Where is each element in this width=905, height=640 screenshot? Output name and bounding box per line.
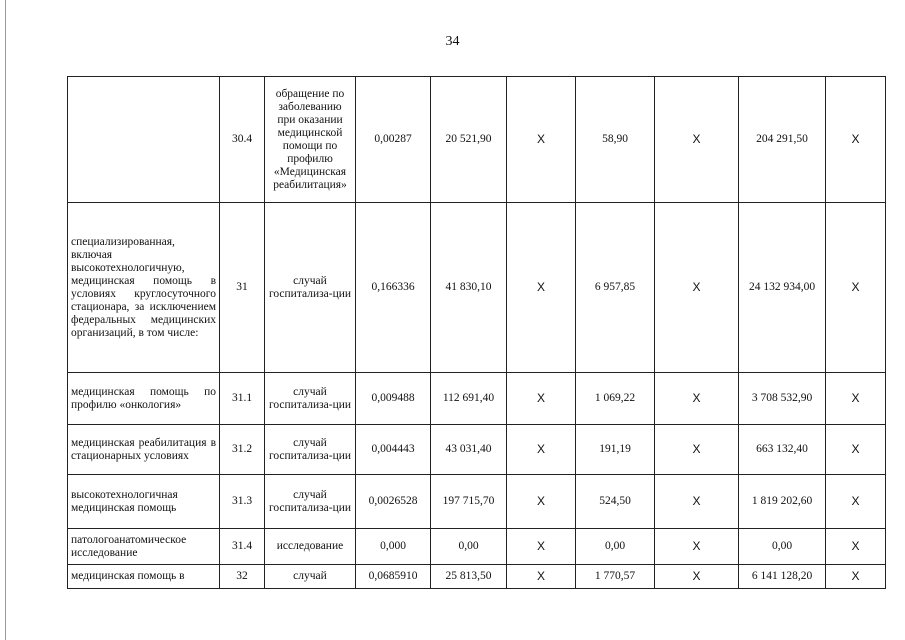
- cost-cell: 41 830,10: [431, 203, 507, 373]
- cost-cell: 43 031,40: [431, 425, 507, 475]
- financing-table: [67, 76, 886, 589]
- norm-cell: 0,004443: [356, 425, 431, 475]
- total-cell: 6 141 128,20: [739, 565, 826, 589]
- total-cell: 663 132,40: [739, 425, 826, 475]
- x-cell: X: [507, 529, 576, 565]
- per-capita-cell: 524,50: [576, 475, 655, 529]
- x-cell: X: [655, 565, 739, 589]
- row-name-cell: высокотехнологичная медицинская помощь: [68, 475, 220, 529]
- norm-cell: 0,0685910: [356, 565, 431, 589]
- row-name-cell: медицинская помощь в: [68, 565, 220, 589]
- x-cell: X: [655, 373, 739, 425]
- per-capita-cell: 0,00: [576, 529, 655, 565]
- x-cell: X: [655, 425, 739, 475]
- total-cell: 0,00: [739, 529, 826, 565]
- total-cell: 204 291,50: [739, 77, 826, 203]
- unit-cell: случай госпитализа-ции: [265, 203, 356, 373]
- cost-cell: 197 715,70: [431, 475, 507, 529]
- row-number-cell: 31: [220, 203, 265, 373]
- row-number-cell: 31.2: [220, 425, 265, 475]
- norm-cell: 0,0026528: [356, 475, 431, 529]
- norm-cell: 0,166336: [356, 203, 431, 373]
- x-cell: X: [655, 475, 739, 529]
- unit-cell: случай госпитализа-ции: [265, 475, 356, 529]
- per-capita-cell: 191,19: [576, 425, 655, 475]
- x-cell: X: [655, 77, 739, 203]
- row-name-cell: патологоанатомическое исследование: [68, 529, 220, 565]
- unit-cell: исследование: [265, 529, 356, 565]
- norm-cell: 0,000: [356, 529, 431, 565]
- unit-cell: случай: [265, 565, 356, 589]
- x-cell: X: [826, 425, 886, 475]
- page-number: 34: [445, 34, 460, 49]
- x-cell: X: [655, 203, 739, 373]
- row-name-cell: специализированная, включая высокотехнологичную, медицинская помощь в условиях круглосуточного стационара, за исключением федеральных медицинских организаций, в том числе:: [68, 203, 220, 373]
- x-cell: X: [507, 475, 576, 529]
- x-cell: X: [507, 565, 576, 589]
- table-row: [68, 529, 886, 565]
- per-capita-cell: 58,90: [576, 77, 655, 203]
- cost-cell: 0,00: [431, 529, 507, 565]
- row-name-cell: [68, 77, 220, 203]
- table-row: [68, 203, 886, 373]
- x-cell: X: [826, 203, 886, 373]
- table-row: [68, 475, 886, 529]
- table-row: [68, 77, 886, 203]
- table-row: [68, 565, 886, 589]
- cost-cell: 25 813,50: [431, 565, 507, 589]
- x-cell: X: [655, 529, 739, 565]
- page-edge-line: [5, 0, 6, 640]
- table-row: [68, 425, 886, 475]
- x-cell: X: [507, 77, 576, 203]
- x-cell: X: [826, 373, 886, 425]
- x-cell: X: [507, 373, 576, 425]
- row-number-cell: 31.1: [220, 373, 265, 425]
- norm-cell: 0,00287: [356, 77, 431, 203]
- per-capita-cell: 1 770,57: [576, 565, 655, 589]
- per-capita-cell: 1 069,22: [576, 373, 655, 425]
- x-cell: X: [826, 77, 886, 203]
- row-number-cell: 32: [220, 565, 265, 589]
- row-name-cell: медицинская реабилитация в стационарных условиях: [68, 425, 220, 475]
- table-row: [68, 373, 886, 425]
- x-cell: X: [826, 529, 886, 565]
- x-cell: X: [826, 475, 886, 529]
- x-cell: X: [507, 203, 576, 373]
- x-cell: X: [826, 565, 886, 589]
- x-cell: X: [507, 425, 576, 475]
- unit-cell: случай госпитализа-ции: [265, 373, 356, 425]
- row-number-cell: 31.3: [220, 475, 265, 529]
- row-number-cell: 30.4: [220, 77, 265, 203]
- per-capita-cell: 6 957,85: [576, 203, 655, 373]
- total-cell: 24 132 934,00: [739, 203, 826, 373]
- cost-cell: 20 521,90: [431, 77, 507, 203]
- unit-cell: случай госпитализа-ции: [265, 425, 356, 475]
- row-number-cell: 31.4: [220, 529, 265, 565]
- unit-cell: обращение по заболеванию при оказании медицинской помощи по профилю «Медицинская реабилитация»: [265, 77, 356, 203]
- row-name-cell: медицинская помощь по профилю «онкология»: [68, 373, 220, 425]
- cost-cell: 112 691,40: [431, 373, 507, 425]
- norm-cell: 0,009488: [356, 373, 431, 425]
- total-cell: 3 708 532,90: [739, 373, 826, 425]
- total-cell: 1 819 202,60: [739, 475, 826, 529]
